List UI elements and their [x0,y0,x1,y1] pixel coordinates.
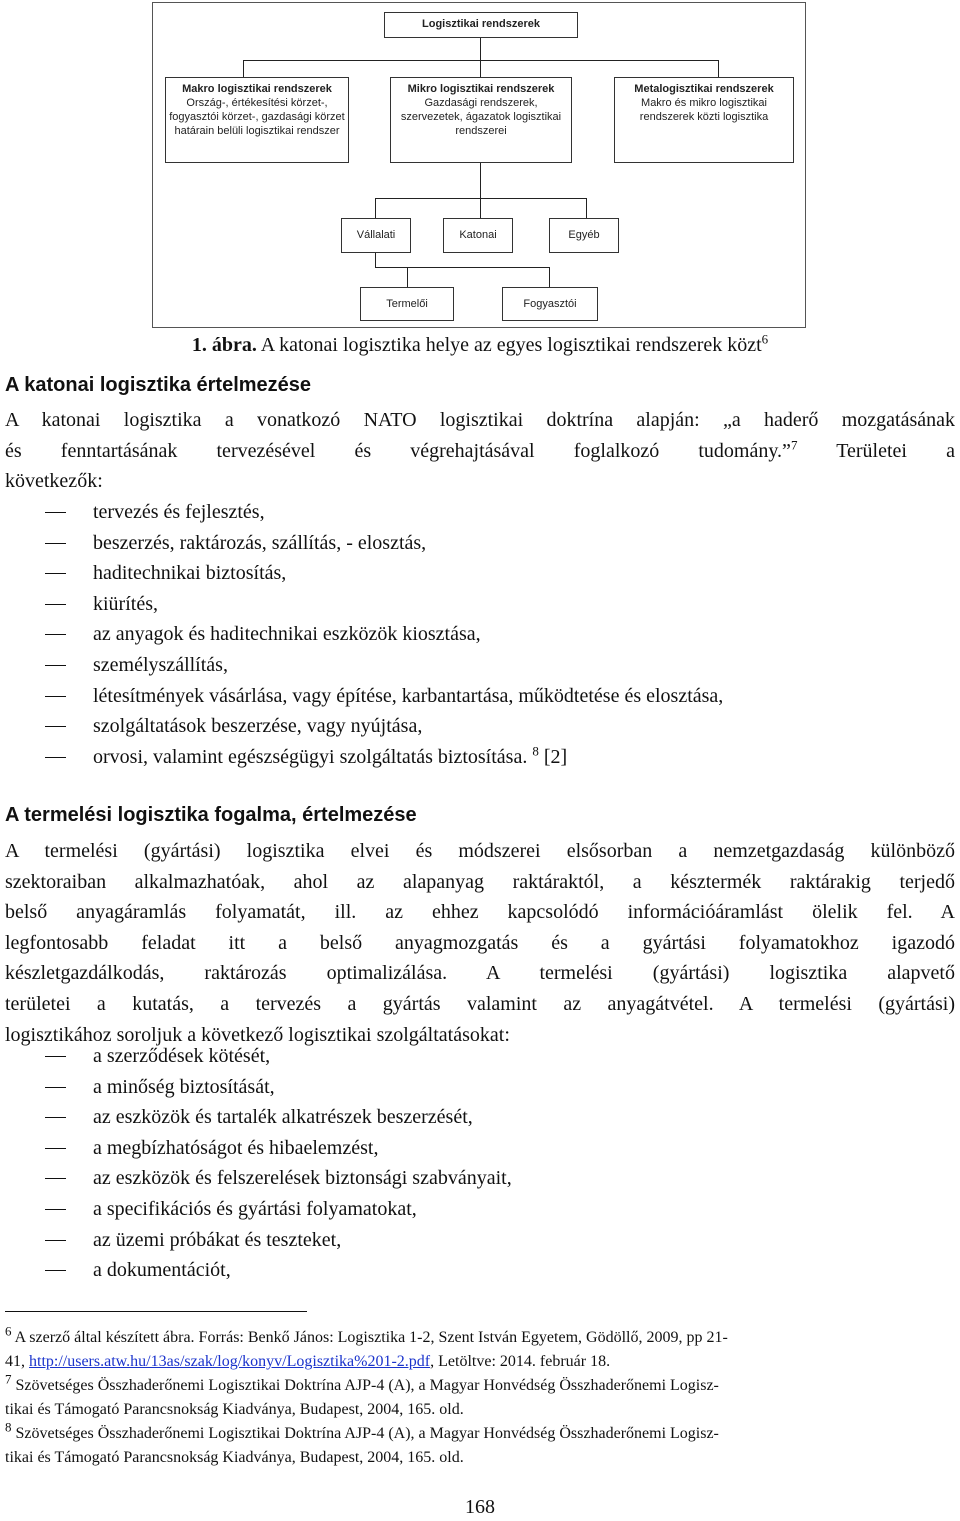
list-item-text: a megbízhatóságot és hibaelemzést, [93,1136,379,1159]
section2-heading: A termelési logisztika fogalma, értelmezése [5,804,417,826]
macro-box [165,77,349,163]
section2-line: készletgazdálkodás, raktározás optimalizálása. A termelési (gyártási) logisztika alapvető [5,962,955,985]
vallalati-label: Vállalati [356,229,396,241]
meta-box [614,77,794,163]
list-item-text: létesítmények vásárlása, vagy építése, karbantartása, működtetése és elosztása, [93,684,724,707]
dash-bullet [45,573,66,574]
connector-katonai [480,198,481,218]
termeloi-label: Termelői [386,298,428,310]
list-item-text: az eszközök és tartalék alkatrészek beszerzését, [93,1106,473,1129]
last-item-footnote-ref: 8 [532,743,539,759]
caption-footnote-ref: 6 [761,331,769,347]
page-number: 168 [465,1496,495,1518]
list-item-text: személyszállítás, [93,653,228,676]
figure-frame [152,2,806,328]
dash-bullet [45,1270,66,1271]
list-item-text [93,742,567,773]
connector-egyeb [586,198,587,218]
footnote-6-line1 [5,1323,955,1350]
footnote-separator [5,1311,307,1312]
macro-title: Makro logisztikai rendszerek [182,83,332,95]
list-item-text: beszerzés, raktározás, szállítás, - elosztás, [93,531,427,554]
meta-title: Metalogisztikai rendszerek [634,83,774,95]
footnote-6-number: 6 [5,1323,12,1339]
macro-desc: Ország-, értékesítési körzet-, fogyasztói körzet-, gazdasági körzet határain belüli logisztikai rendszer [169,97,345,137]
micro-desc: Gazdasági rendszerek, szervezetek, ágazatok logisztikai rendszerei [400,97,562,137]
vallalati-box [341,218,411,253]
section1-paragraph [5,405,955,497]
fogyasztoi-label: Fogyasztói [523,298,577,310]
list-item-text: a specifikációs és gyártási folyamatokat, [93,1197,417,1220]
footnote-6 [5,1323,955,1374]
footnote-6-link[interactable]: http://users.atw.hu/13as/szak/log/konyv/Logisztika%201-2.pdf [29,1353,431,1370]
connector-level4-horizontal [407,267,550,268]
footnote-8-number: 8 [5,1419,12,1435]
footnote-7-line2: tikai és Támogató Parancsnokság Kiadványa, Budapest, 2004, 165. old. [5,1401,464,1418]
caption-text: A katonai logisztika helye az egyes logisztikai rendszerek közt [260,334,762,356]
connector-top-vertical [480,38,481,60]
connector-level4-join [375,267,408,268]
section2-line: belső anyagáramlás folyamatát, ill. az ehhez kapcsolódó információáramlást ölelik fel. A [5,901,955,924]
section1-line1: A katonai logisztika a vonatkozó NATO logisztikai doktrína alapján: „a haderő mozgatásának [5,409,955,431]
last-item-text: orvosi, valamint egészségügyi szolgáltatás biztosítása. [93,745,528,768]
list-item-text: haditechnikai biztosítás, [93,562,287,585]
footnote-8-line2: tikai és Támogató Parancsnokság Kiadványa, Budapest, 2004, 165. old. [5,1449,464,1466]
fogyasztoi-box [502,287,598,321]
list-item-text: szolgáltatások beszerzése, vagy nyújtása, [93,715,423,738]
dash-bullet [45,1056,66,1057]
figure-top-title: Logisztikai rendszerek [422,18,540,30]
caption-label: 1. ábra. [191,334,257,356]
dash-bullet [45,1209,66,1210]
figure-top-box [384,12,578,38]
dash-bullet [45,726,66,727]
figure-caption [0,330,960,360]
section1-line2b: Területei a [836,439,955,462]
dash-bullet [45,604,66,605]
section1-line3: következők: [5,470,103,493]
footnote-7-number: 7 [5,1371,12,1387]
connector-micro [480,60,481,77]
connector-fogyasztoi [549,267,550,287]
connector-vallalati [375,198,376,218]
footnote-6-retrieved: , Letöltve: 2014. február 18. [430,1353,611,1370]
connector-macro [243,60,244,77]
last-item-citation: [2] [543,745,568,768]
list-item-text: az eszközök és felszerelések biztonsági szabványait, [93,1167,512,1190]
footnote-6-text: A szerző által készített ábra. Forrás: Benkő János: Logisztika 1-2, Szent István Egyetem, Gödöllő, 2009, pp 21- [14,1329,728,1346]
footnote-8 [5,1419,955,1470]
dash-bullet [45,665,66,666]
micro-title: Mikro logisztikai rendszerek [407,83,555,95]
dash-bullet [45,1087,66,1088]
section1-line2 [5,436,955,467]
section1-footnote-ref: 7 [790,436,798,452]
section1-heading: A katonai logisztika értelmezése [5,374,312,396]
meta-desc: Makro és mikro logisztikai rendszerek közti logisztika [639,97,769,123]
footnote-6-pages: 41, [5,1353,25,1370]
section2-line: szektoraiban alkalmazhatóak, ahol az alapanyag raktáraktól, a késztermék raktárakig terjedő [5,870,955,893]
egyeb-label: Egyéb [568,229,600,241]
list-item-text: tervezés és fejlesztés, [93,501,265,523]
footnote-6-line2 [5,1350,955,1374]
dash-bullet [45,1148,66,1149]
connector-termeloi [407,267,408,287]
section2-line: logisztikához soroljuk a következő logisztikai szolgáltatásokat: [5,1023,510,1046]
connector-micro-down [480,163,481,198]
section2-line: területei a kutatás, a tervezés a gyártás valamint az anyagátvétel. A termelési (gyártási) [5,992,955,1015]
section2-paragraph [5,836,955,1050]
katonai-label: Katonai [459,229,497,241]
list-item-text: a szerződések kötését, [93,1045,271,1067]
micro-box [390,77,572,163]
katonai-box [443,218,513,253]
list-item-text: az üzemi próbákat és teszteket, [93,1228,342,1251]
list-item-text: az anyagok és haditechnikai eszközök kiosztása, [93,623,481,646]
section2-line: A termelési (gyártási) logisztika elvei és módszerei elsősorban a nemzetgazdaság különböző [5,840,955,862]
list-item-text: kiürítés, [93,592,158,615]
dash-bullet [45,1178,66,1179]
dash-bullet [45,634,66,635]
dash-bullet [45,512,66,513]
dash-bullet [45,1240,66,1241]
list-item-text: a dokumentációt, [93,1259,231,1282]
footnote-7-text: Szövetséges Összhaderőnemi Logisztikai Doktrína AJP-4 (A), a Magyar Honvédség Összhaderőnemi Logisz- [15,1377,719,1394]
connector-level3-horizontal [375,198,587,199]
footnote-8-line1 [5,1419,955,1446]
section1-line2a: és fenntartásának tervezésével és végrehajtásával foglalkozó tudomány.” [5,439,791,462]
dash-bullet [45,543,66,544]
connector-vallalati-down [375,253,376,267]
footnote-8-text: Szövetséges Összhaderőnemi Logisztikai Doktrína AJP-4 (A), a Magyar Honvédség Összhaderőnemi Logisz- [15,1425,719,1442]
footnote-7 [5,1371,955,1422]
section2-line: legfontosabb feladat itt a belső anyagmozgatás és a gyártási folyamatokhoz igazodó [5,931,955,954]
connector-meta [718,60,719,77]
termeloi-box [360,287,454,321]
dash-bullet [45,696,66,697]
list-item-text: a minőség biztosítását, [93,1075,275,1098]
dash-bullet [45,757,66,758]
dash-bullet [45,1117,66,1118]
footnote-7-line1 [5,1371,955,1398]
egyeb-box [549,218,619,253]
